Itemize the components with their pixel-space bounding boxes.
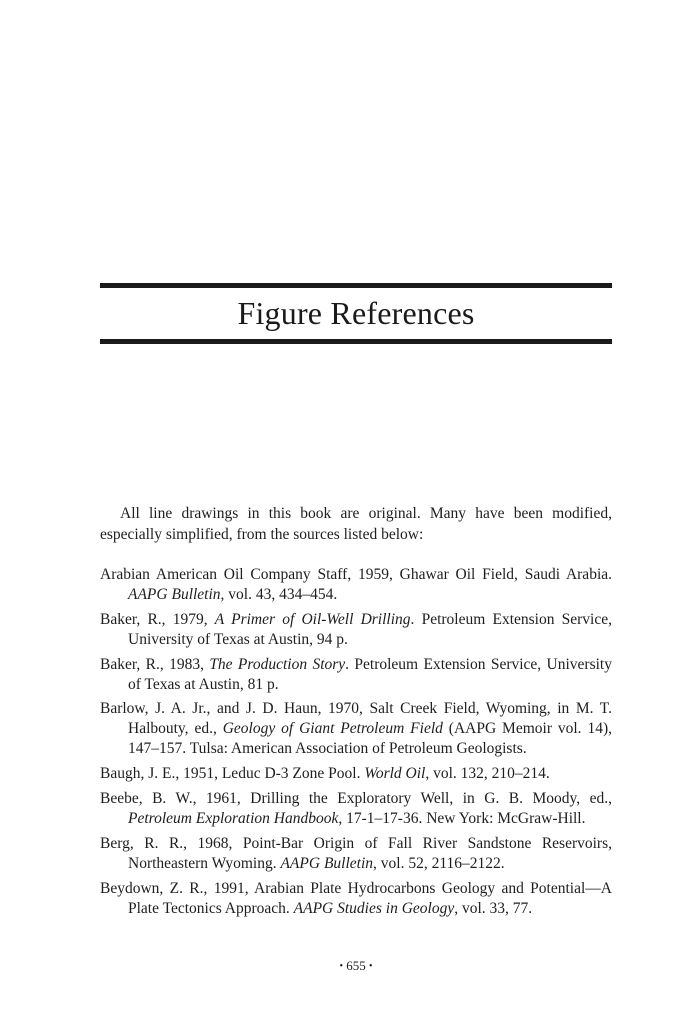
reference-entry: Beebe, B. W., 1961, Drilling the Exploratory Well, in G. B. Moody, ed., Petroleum Exploration Handbook, 17-1–17-36. New York: McGraw-Hill. <box>100 789 612 827</box>
reference-entry: Baker, R., 1983, The Production Story. Petroleum Extension Service, University of Texas at Austin, 81 p. <box>100 655 612 693</box>
reference-entry: Baugh, J. E., 1951, Leduc D-3 Zone Pool. World Oil, vol. 132, 210–214. <box>100 765 550 783</box>
page-title: Figure References <box>237 295 475 331</box>
title-rule-bottom <box>100 339 612 344</box>
page-number <box>100 957 612 976</box>
intro-paragraph: All line drawings in this book are original. Many have been modified, especially simplified, from the sources listed below: <box>100 505 612 543</box>
bullet-icon: • <box>369 961 373 972</box>
bullet-icon: • <box>339 961 343 972</box>
reference-entry: Berg, R. R., 1968, Point-Bar Origin of Fall River Sandstone Reservoirs, Northeastern Wyoming. AAPG Bulletin, vol. 52, 2116–2122. <box>100 834 612 872</box>
reference-entry: Arabian American Oil Company Staff, 1959, Ghawar Oil Field, Saudi Arabia. AAPG Bulletin, vol. 43, 434–454. <box>100 566 612 603</box>
reference-entry: Baker, R., 1979, A Primer of Oil-Well Drilling. Petroleum Extension Service, University of Texas at Austin, 94 p. <box>100 610 612 648</box>
page-number-value: 655 <box>346 958 366 973</box>
reference-entry: Barlow, J. A. Jr., and J. D. Haun, 1970, Salt Creek Field, Wyoming, in M. T. Halbouty, ed., Geology of Giant Petroleum Field (AAPG Memoir vol. 14), 147–157. Tulsa: American Association of Petroleum Geologists. <box>100 700 612 758</box>
reference-list <box>100 565 612 923</box>
reference-entry: Beydown, Z. R., 1991, Arabian Plate Hydrocarbons Geology and Potential—A Plate Tectonics Approach. AAPG Studies in Geology, vol. 33, 77. <box>100 879 612 917</box>
title-rule-top <box>100 283 612 288</box>
